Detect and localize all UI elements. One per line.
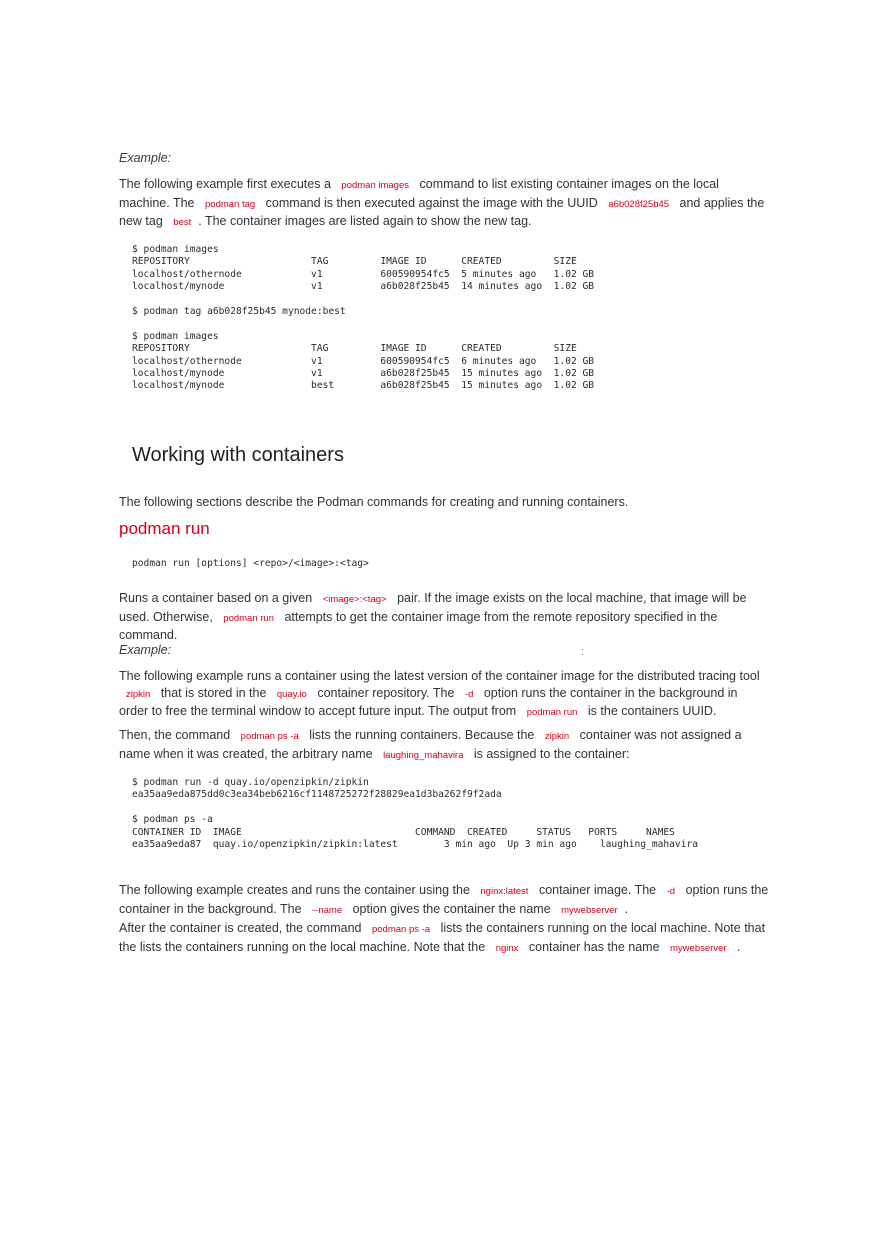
example-label: Example:	[119, 643, 172, 657]
inline-code: podman ps -a	[240, 731, 299, 742]
podman-run-heading: podman run	[119, 519, 210, 538]
stray-mark: :	[581, 646, 585, 658]
inline-code: -d	[666, 886, 676, 897]
inline-code: <image>:<tag>	[322, 594, 387, 605]
nginx-paragraph: The following example creates and runs the container using the nginx:latest container image. The -d option runs the container in the background. The --name option gives the container the name mywebserver .	[119, 883, 769, 916]
inline-code: podman run	[526, 707, 578, 718]
after-paragraph: After the container is created, the command podman ps -a lists the containers running on the local machine. Note that the lists the containers running on the local machine. Note that the nginx container has the name mywebserver .	[119, 921, 766, 954]
inline-code: podman ps -a	[371, 924, 431, 935]
inline-code: quay.io	[276, 688, 307, 700]
example-label: Example:	[119, 151, 172, 165]
tag-paragraph: The following example first executes a podman images command to list existing container images on the local machine. The podman tag command is then executed against the image with the UUID a6b028f25b45 and applies the new tag best . The container images are listed again to show the new tag.	[119, 177, 765, 228]
inline-code: nginx	[495, 942, 519, 954]
inline-code: -d	[464, 688, 474, 700]
zipkin-paragraph: The following example runs a container using the latest version of the container image for the distributed tracing tool zipkin that is stored in the quay.io container repository. The -d option runs the container in the background in order to free the terminal window to accept future input. The output from podman run is the containers UUID.	[119, 669, 760, 718]
inline-code: podman tag	[205, 198, 256, 210]
inline-code: best	[173, 217, 192, 228]
inline-code: laughing_mahavira	[383, 749, 464, 761]
inline-code: podman images	[341, 180, 410, 191]
section-title: Working with containers	[132, 444, 344, 466]
run-paragraph: Runs a container based on a given <image>:<tag> pair. If the image exists on the local machine, that image will be used. Otherwise, podman run attempts to get the container image from the remote repository specified in the command.	[119, 591, 747, 642]
code-block-podman-tag: $ podman images REPOSITORY TAG IMAGE ID CREATED SIZE localhost/othernode v1 600590954fc5 5 minutes ago 1.02 GB localhost/mynode v1 a6b028f25b45 14 minutes ago 1.02 GB $ podman tag a6b028f25b45 mynode:best $ podman images REPOSITORY TAG IMAGE ID CREATED SIZE localhost/othernode v1 600590954fc5 6 minutes ago 1.02 GB localhost/mynode v1 a6b028f25b45 15 minutes ago 1.02 GB localhost/mynode best a6b028f25b45 15 minutes ago 1.02 GB	[132, 244, 595, 392]
code-block-zipkin: $ podman run -d quay.io/openzipkin/zipkin ea35aa9eda875dd0c3ea34beb6216cf1148725272f28829ea1d3ba262f9f2ada $ podman ps -a CONTAINER ID IMAGE COMMAND CREATED STATUS PORTS NAMES ea35aa9eda87 quay.io/openzipkin/zipkin:latest 3 min ago Up 3 min ago laughing_mahavira	[132, 777, 699, 851]
inline-code: zipkin	[544, 731, 570, 742]
inline-code: mywebserver	[670, 942, 727, 954]
inline-code: zipkin	[126, 688, 151, 700]
inline-code: podman run	[223, 612, 274, 624]
inline-code: mywebserver	[561, 904, 618, 916]
inline-code: a6b028f25b45	[608, 198, 670, 210]
section-intro: The following sections describe the Podman commands for creating and running containers.	[119, 495, 629, 509]
inline-code: nginx:latest	[480, 886, 529, 897]
code-block-run-syntax: podman run [options] <repo>/<image>:<tag>	[132, 558, 369, 569]
inline-code: --name	[312, 904, 343, 916]
then-paragraph: Then, the command podman ps -a lists the running containers. Because the zipkin container was not assigned a name when it was created, the arbitrary name laughing_mahavira is assigned to the container:	[119, 728, 742, 761]
